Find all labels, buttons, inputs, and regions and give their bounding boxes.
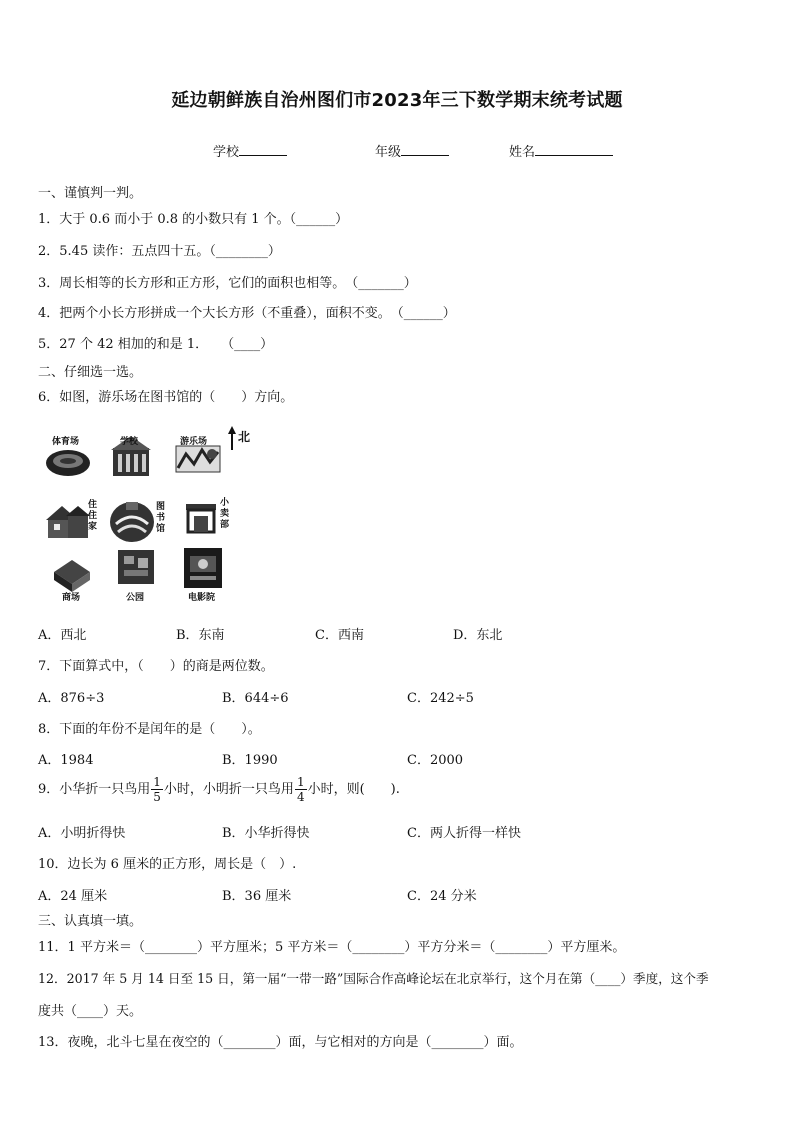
label-home: 住住家 [88,500,98,532]
section-heading-1: 一、谨慎判一判。 [38,186,143,201]
q6-option-c[interactable]: C．西南 [315,628,364,643]
q9-text-end: 小时，则( ). [307,782,400,797]
label-gym: 体育场 [52,437,80,447]
label-library: 图书馆 [156,502,166,534]
q7-option-c[interactable]: C．242÷5 [407,691,474,706]
school-label: 学校 [213,145,240,160]
amusement-park-icon [176,446,220,472]
gym-icon [46,450,90,476]
label-school: 学校 [120,437,139,447]
question-10: 10．边长为 6 厘米的正方形，周长是（ ）. [38,857,297,872]
grade-field[interactable] [375,141,449,160]
question-1: 1．大于 0.6 而小于 0.8 的小数只有 1 个。（______） [38,212,349,227]
question-11: 11．1 平方米＝（________）平方厘米；5 平方米＝（________）平方分米＝（________）平方厘米。 [38,940,626,955]
label-store: 小卖部 [220,498,230,530]
question-12-line-1: 12．2017 年 5 月 14 日至 15 日，第一届“一带一路”国际合作高峰论坛在北京举行，这个月在第（____）季度，这个季 [38,971,709,986]
fraction-numerator: 1 [296,775,305,789]
question-3: 3．周长相等的长方形和正方形，它们的面积也相等。 （_______） [38,276,417,291]
home-icon [46,506,90,538]
section-heading-2: 二、仔细选一选。 [38,365,143,380]
q9-text-middle: 小时，小明折一只鸟用 [163,782,294,797]
q6-option-a[interactable]: A．西北 [38,628,87,643]
school-field[interactable] [213,141,287,160]
cinema-icon [184,548,222,588]
q9-option-a[interactable]: A．小明折得快 [38,826,126,841]
question-8: 8．下面的年份不是闰年的是（ ）。 [38,722,261,737]
label-mall: 商场 [62,593,81,603]
q9-text-start: 9．小华折一只鸟用 [38,782,151,797]
q8-option-b[interactable]: B．1990 [222,753,278,768]
mall-icon [54,560,90,592]
question-7: 7．下面算式中，（ ）的商是两位数。 [38,659,274,674]
fraction-one-fourth [295,776,307,803]
grade-label: 年级 [375,145,402,160]
school-blank[interactable] [239,143,287,156]
question-13: 13．夜晚，北斗七星在夜空的（________）面，与它相对的方向是（________）面。 [38,1035,523,1050]
page-title: 延边朝鲜族自治州图们市2023年三下数学期末统考试题 [171,90,623,111]
label-amusement-park: 游乐场 [180,437,208,447]
north-label: 北 [238,430,251,444]
fraction-one-fifth [151,776,163,803]
question-12-line-2: 度共（____）天。 [38,1004,143,1019]
map-figure [40,424,260,604]
q10-option-a[interactable]: A．24 厘米 [38,889,108,904]
fraction-numerator: 1 [153,775,161,789]
name-label: 姓名 [509,145,536,160]
label-park: 公园 [126,593,145,603]
question-5: 5．27 个 42 相加的和是 1． （____） [38,337,274,352]
fraction-denominator: 4 [296,790,305,804]
fraction-denominator: 5 [153,790,161,804]
q9-option-b[interactable]: B．小华折得快 [222,826,310,841]
q7-option-b[interactable]: B．644÷6 [222,691,289,706]
question-6: 6．如图，游乐场在图书馆的（ ）方向。 [38,390,294,405]
question-9 [38,776,400,803]
name-field[interactable] [509,141,613,160]
library-icon [110,502,154,542]
q6-option-b[interactable]: B．东南 [176,628,225,643]
grade-blank[interactable] [401,143,449,156]
q6-option-d[interactable]: D．东北 [453,628,503,643]
q8-option-c[interactable]: C．2000 [407,753,464,768]
question-2: 2．5.45 读作：五点四十五。（________） [38,244,281,259]
label-cinema: 电影院 [188,593,216,603]
q9-option-c[interactable]: C．两人折得一样快 [407,826,521,841]
q7-option-a[interactable]: A．876÷3 [38,691,105,706]
name-blank[interactable] [535,143,613,156]
q10-option-b[interactable]: B．36 厘米 [222,889,292,904]
q10-option-c[interactable]: C．24 分米 [407,889,477,904]
north-arrow-icon [228,426,236,450]
section-heading-3: 三、认真填一填。 [38,914,143,929]
park-icon [118,550,154,584]
store-icon [186,504,216,532]
q8-option-a[interactable]: A．1984 [38,753,94,768]
question-4: 4．把两个小长方形拼成一个大长方形（不重叠），面积不变。 （______） [38,306,456,321]
